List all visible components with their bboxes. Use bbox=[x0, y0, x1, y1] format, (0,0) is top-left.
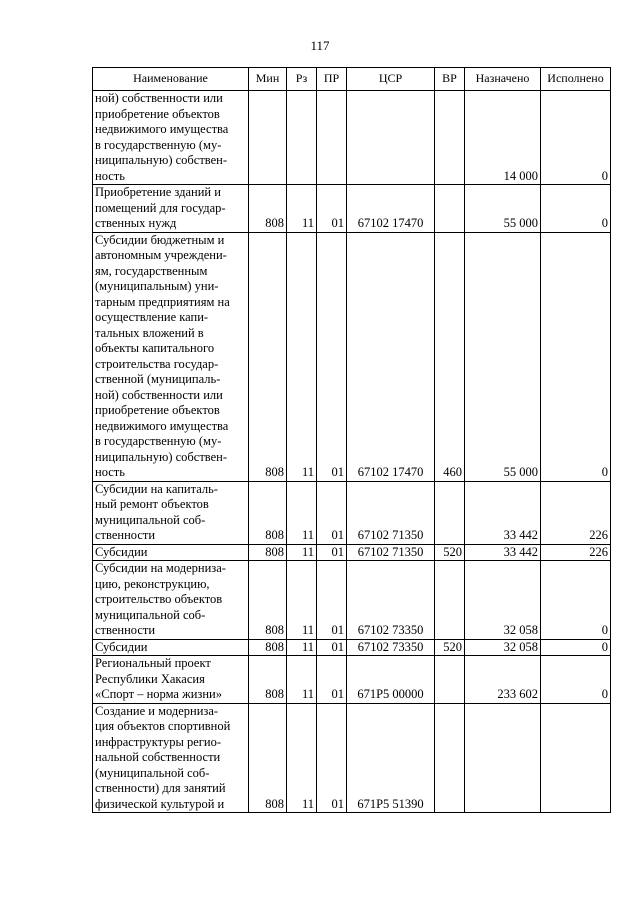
row-name: Субсидии bbox=[93, 544, 249, 561]
row-rz: 11 bbox=[287, 185, 317, 233]
row-csr: 67102 73350 bbox=[347, 561, 435, 640]
row-min: 808 bbox=[249, 703, 287, 813]
row-assigned: 55 000 bbox=[465, 185, 541, 233]
table-row bbox=[93, 91, 611, 185]
row-assigned: 32 058 bbox=[465, 561, 541, 640]
row-rz: 11 bbox=[287, 639, 317, 656]
row-assigned: 33 442 bbox=[465, 544, 541, 561]
row-name: Приобретение зданий и помещений для государ- ственных нужд bbox=[93, 185, 249, 233]
row-executed: 0 bbox=[541, 561, 611, 640]
row-name: Региональный проект Республики Хакасия «Спорт – норма жизни» bbox=[93, 656, 249, 704]
row-pr: 01 bbox=[317, 561, 347, 640]
budget-table bbox=[92, 67, 611, 813]
table-row bbox=[93, 232, 611, 481]
table-header bbox=[93, 68, 611, 91]
row-min bbox=[249, 91, 287, 185]
row-min: 808 bbox=[249, 232, 287, 481]
header-name: Наименование bbox=[93, 68, 249, 91]
row-rz: 11 bbox=[287, 561, 317, 640]
row-assigned: 55 000 bbox=[465, 232, 541, 481]
table-row bbox=[93, 185, 611, 233]
row-rz: 11 bbox=[287, 544, 317, 561]
row-min: 808 bbox=[249, 544, 287, 561]
row-assigned: 14 000 bbox=[465, 91, 541, 185]
header-executed: Исполнено bbox=[541, 68, 611, 91]
row-executed: 0 bbox=[541, 185, 611, 233]
row-pr: 01 bbox=[317, 639, 347, 656]
page-number: 117 bbox=[310, 38, 330, 53]
row-name: Субсидии на капиталь- ный ремонт объектов муниципальной соб- ственности bbox=[93, 481, 249, 544]
row-csr: 671P5 00000 bbox=[347, 656, 435, 704]
header-pr: ПР bbox=[317, 68, 347, 91]
row-vr: 520 bbox=[435, 639, 465, 656]
row-min: 808 bbox=[249, 656, 287, 704]
row-min: 808 bbox=[249, 481, 287, 544]
row-min: 808 bbox=[249, 639, 287, 656]
row-rz: 11 bbox=[287, 481, 317, 544]
table-row bbox=[93, 561, 611, 640]
row-name: Создание и модерниза- ция объектов спортивной инфраструктуры регио- нальной собственности (муниципальной соб- ственности) для занятий физической культурой и bbox=[93, 703, 249, 813]
row-assigned: 233 602 bbox=[465, 656, 541, 704]
header-min: Мин bbox=[249, 68, 287, 91]
row-assigned: 33 442 bbox=[465, 481, 541, 544]
row-csr bbox=[347, 91, 435, 185]
row-csr: 671P5 51390 bbox=[347, 703, 435, 813]
row-pr: 01 bbox=[317, 481, 347, 544]
row-pr: 01 bbox=[317, 185, 347, 233]
row-csr: 67102 71350 bbox=[347, 544, 435, 561]
header-csr: ЦСР bbox=[347, 68, 435, 91]
row-pr: 01 bbox=[317, 656, 347, 704]
row-assigned: 32 058 bbox=[465, 639, 541, 656]
table-row bbox=[93, 656, 611, 704]
header-rz: Рз bbox=[287, 68, 317, 91]
row-csr: 67102 17470 bbox=[347, 185, 435, 233]
row-min: 808 bbox=[249, 561, 287, 640]
row-rz: 11 bbox=[287, 656, 317, 704]
header-vr: ВР bbox=[435, 68, 465, 91]
row-executed: 0 bbox=[541, 232, 611, 481]
row-executed: 0 bbox=[541, 91, 611, 185]
row-csr: 67102 17470 bbox=[347, 232, 435, 481]
table-row bbox=[93, 481, 611, 544]
row-pr: 01 bbox=[317, 544, 347, 561]
row-min: 808 bbox=[249, 185, 287, 233]
row-vr bbox=[435, 481, 465, 544]
row-vr bbox=[435, 185, 465, 233]
row-vr: 520 bbox=[435, 544, 465, 561]
row-name: Субсидии на модерниза- цию, реконструкцию, строительство объектов муниципальной соб- ственности bbox=[93, 561, 249, 640]
header-assigned: Назначено bbox=[465, 68, 541, 91]
row-vr bbox=[435, 91, 465, 185]
row-name: ной) собственности или приобретение объектов недвижимого имущества в государственную (му- ниципальную) собствен- ность bbox=[93, 91, 249, 185]
row-vr bbox=[435, 656, 465, 704]
row-csr: 67102 73350 bbox=[347, 639, 435, 656]
row-executed: 0 bbox=[541, 656, 611, 704]
row-name: Субсидии bbox=[93, 639, 249, 656]
row-pr bbox=[317, 91, 347, 185]
table-row bbox=[93, 544, 611, 561]
row-executed: 226 bbox=[541, 544, 611, 561]
row-rz: 11 bbox=[287, 703, 317, 813]
row-rz: 11 bbox=[287, 232, 317, 481]
row-name: Субсидии бюджетным и автономным учреждени- ям, государственным (муниципальным) уни- тарным предприятиям на осуществление капи- тальных вложений в объекты капитального строительства государ- ственной (муниципаль- ной) собственности или приобретение объектов недвижимого имущества в государственную (му- ниципальную) собствен- ность bbox=[93, 232, 249, 481]
row-vr bbox=[435, 561, 465, 640]
row-assigned bbox=[465, 703, 541, 813]
row-pr: 01 bbox=[317, 703, 347, 813]
table-row bbox=[93, 703, 611, 813]
row-executed: 0 bbox=[541, 639, 611, 656]
row-executed: 226 bbox=[541, 481, 611, 544]
row-vr: 460 bbox=[435, 232, 465, 481]
row-executed bbox=[541, 703, 611, 813]
row-rz bbox=[287, 91, 317, 185]
table-row bbox=[93, 639, 611, 656]
table-body bbox=[93, 91, 611, 813]
row-csr: 67102 71350 bbox=[347, 481, 435, 544]
row-pr: 01 bbox=[317, 232, 347, 481]
header-row bbox=[93, 68, 611, 91]
row-vr bbox=[435, 703, 465, 813]
